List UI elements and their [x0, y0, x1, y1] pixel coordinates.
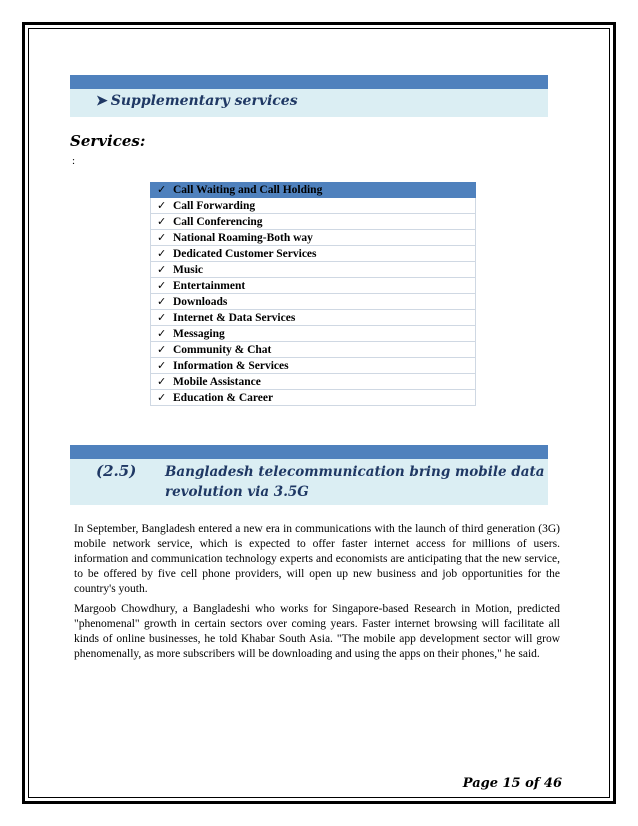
- services-heading: Services:: [70, 132, 146, 150]
- paragraph-1: In September, Bangladesh entered a new era in communications with the launch of third generation (3G) mobile network service, which is expected to offer faster internet access for millions of users. information and communication technology experts and economists are anticipating that the new service, to be offered by five cell phone providers, will open up new business and job opportunities for the country's youth.: [74, 523, 560, 595]
- service-item-label: Music: [173, 263, 204, 276]
- services-cell: [151, 182, 476, 198]
- service-item-label: Messaging: [173, 327, 225, 340]
- checkmark-icon: ✓: [157, 326, 167, 340]
- service-item-label: Community & Chat: [173, 343, 272, 356]
- services-cell: [151, 390, 476, 406]
- services-cell: [151, 198, 476, 214]
- services-row: [151, 198, 476, 214]
- paragraph-2: Margoob Chowdhury, a Bangladeshi who works for Singapore-based Research in Motion, predicted "phenomenal" growth in certain sectors over coming years. Faster internet browsing will facilitate all kinds of online businesses, he told Khabar South Asia. "The mobile app development sector will grow phenomenally, as more subscribers will be downloading and using the apps on their phones," he said.: [74, 603, 560, 660]
- checkmark-icon: ✓: [157, 374, 167, 388]
- section-title-text: Supplementary services: [110, 93, 298, 109]
- services-cell: [151, 326, 476, 342]
- section-header-supplementary: [70, 75, 548, 117]
- checkmark-icon: ✓: [157, 230, 167, 244]
- checkmark-icon: ✓: [157, 390, 167, 404]
- service-item-label: Call Conferencing: [173, 215, 263, 228]
- services-cell: [151, 230, 476, 246]
- checkmark-icon: ✓: [157, 182, 167, 196]
- service-item-label: Information & Services: [173, 359, 289, 372]
- services-row: [151, 182, 476, 198]
- page-number: Page 15 of 46: [462, 776, 562, 791]
- service-item-label: Education & Career: [173, 391, 274, 404]
- checkmark-icon: ✓: [157, 358, 167, 372]
- services-cell: [151, 374, 476, 390]
- section-number: (2.5): [96, 462, 137, 480]
- checkmark-icon: ✓: [157, 246, 167, 260]
- services-row: [151, 230, 476, 246]
- services-cell: [151, 342, 476, 358]
- services-row: [151, 326, 476, 342]
- service-item-label: Dedicated Customer Services: [173, 247, 317, 260]
- service-item-label: Entertainment: [173, 279, 246, 292]
- services-row: [151, 278, 476, 294]
- checkmark-icon: ✓: [157, 214, 167, 228]
- section-header-2-5: [70, 445, 548, 505]
- checkmark-icon: ✓: [157, 262, 167, 276]
- services-row: [151, 342, 476, 358]
- service-item-label: Mobile Assistance: [173, 375, 261, 388]
- services-cell: [151, 278, 476, 294]
- checkmark-icon: ✓: [157, 198, 167, 212]
- services-row: [151, 358, 476, 374]
- services-row: [151, 374, 476, 390]
- services-cell: [151, 310, 476, 326]
- colon-text: :: [72, 155, 76, 167]
- checkmark-icon: ✓: [157, 310, 167, 324]
- services-row: [151, 390, 476, 406]
- services-row: [151, 310, 476, 326]
- checkmark-icon: ✓: [157, 294, 167, 308]
- service-item-label: Call Forwarding: [173, 199, 256, 212]
- section-title: Bangladesh telecommunication bring mobile data revolution via 3.5G: [165, 464, 545, 500]
- services-row: [151, 246, 476, 262]
- service-item-label: Internet & Data Services: [173, 311, 296, 324]
- service-item-label: Call Waiting and Call Holding: [173, 183, 323, 196]
- services-row: [151, 262, 476, 278]
- section-header-bar: [70, 445, 548, 459]
- services-cell: [151, 294, 476, 310]
- services-cell: [151, 358, 476, 374]
- service-item-label: National Roaming-Both way: [173, 231, 313, 244]
- arrow-bullet-icon: ➤: [96, 93, 108, 109]
- checkmark-icon: ✓: [157, 278, 167, 292]
- services-cell: [151, 214, 476, 230]
- services-table: [150, 182, 476, 406]
- services-row: [151, 294, 476, 310]
- services-cell: [151, 246, 476, 262]
- service-item-label: Downloads: [173, 295, 228, 308]
- services-row: [151, 214, 476, 230]
- section-header-bar: [70, 75, 548, 89]
- section-title: [96, 93, 298, 109]
- services-cell: [151, 262, 476, 278]
- checkmark-icon: ✓: [157, 342, 167, 356]
